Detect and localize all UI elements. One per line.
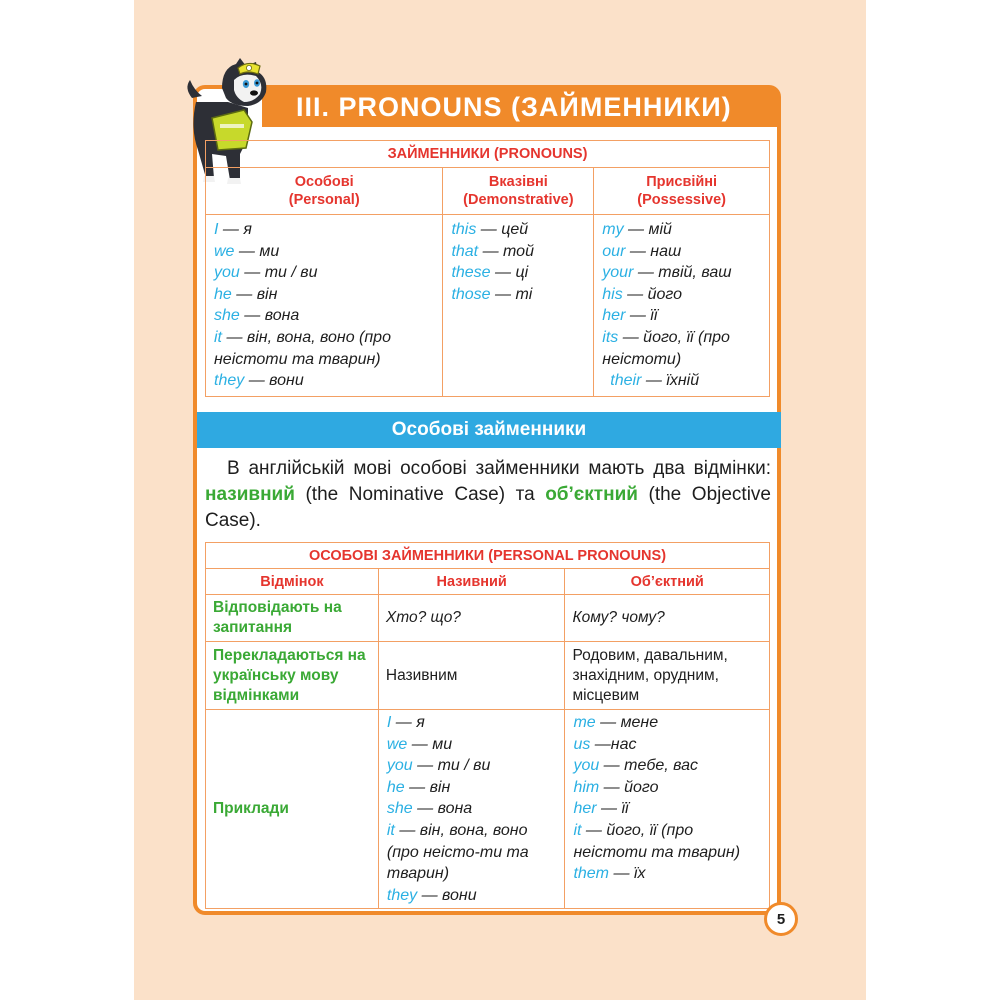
personal-pronouns-list	[206, 215, 443, 397]
section-title: Особові займенники	[391, 419, 587, 440]
pronouns-table-title: ЗАЙМЕННИКИ (PRONOUNS)	[206, 141, 770, 168]
list-item: her — її	[602, 307, 658, 325]
list-item: that — той	[451, 242, 534, 260]
personal-pronouns-table	[205, 542, 770, 909]
term-nominative: називний	[205, 484, 295, 505]
list-item: them — їх	[573, 865, 646, 883]
list-item: these — ці	[451, 264, 529, 282]
header-demonstrative: Вказівні (Demonstrative)	[443, 168, 594, 215]
section-title-bar	[197, 412, 781, 448]
demonstrative-pronouns-list	[443, 215, 594, 397]
list-item: us —нас	[573, 735, 637, 753]
list-item: his — його	[602, 285, 683, 303]
objective-examples	[565, 710, 770, 909]
header-nominative: Називний	[378, 569, 565, 595]
list-item: we — ми	[214, 242, 280, 260]
list-item: she — вона	[214, 307, 300, 325]
list-item: he — він	[214, 285, 278, 303]
list-item: I — я	[214, 221, 252, 238]
possessive-pronouns-list	[594, 215, 770, 397]
page-number: 5	[764, 902, 798, 936]
list-item: it — його, її (про неістоти та тварин)	[573, 821, 741, 861]
list-item: she — вона	[386, 800, 473, 818]
header-objective: Об’єктний	[565, 569, 770, 595]
intro-paragraph: В англійській мові особові займенники мають два відмінки: називний (the Nominative Case) та об’єктний (the Objective Case).	[205, 458, 771, 531]
list-item: he — він	[386, 778, 451, 796]
table-row	[206, 595, 770, 642]
list-item: its — його, її (про неістоти)	[602, 328, 730, 368]
list-item: me — мене	[573, 714, 659, 731]
list-item: her — її	[573, 800, 629, 818]
nominative-translation: Називним	[378, 642, 565, 710]
list-item: my — мій	[602, 221, 672, 238]
table-row	[206, 642, 770, 710]
objective-questions: Кому? чому?	[565, 595, 770, 642]
list-item: you — ти / ви	[386, 757, 491, 775]
list-item: we — ми	[386, 735, 453, 753]
term-objective: об’єктний	[545, 484, 638, 505]
row-label-questions: Відповідають на запитання	[206, 595, 379, 642]
header-personal: Особові (Personal)	[206, 168, 443, 215]
chapter-title: III. PRONOUNS (ЗАЙМЕННИКИ)	[296, 91, 732, 122]
table-row	[206, 710, 770, 909]
list-item: they — вони	[386, 886, 477, 904]
nominative-questions: Хто? що?	[378, 595, 565, 642]
list-item: this — цей	[451, 221, 529, 238]
list-item: your — твій, ваш	[602, 264, 732, 282]
header-case: Відмінок	[206, 569, 379, 595]
list-item: those — ті	[451, 285, 533, 303]
list-item: it — він, вона, воно (про неістоти та тварин)	[214, 328, 391, 368]
list-item: I — я	[386, 714, 425, 731]
list-item: him — його	[573, 778, 659, 796]
personal-pronouns-table-title: ОСОБОВІ ЗАЙМЕННИКИ (PERSONAL PRONOUNS)	[206, 543, 770, 569]
row-label-translation: Перекладаються на українську мову відмінками	[206, 642, 379, 710]
list-item: you — тебе, вас	[573, 757, 699, 775]
list-item: you — ти / ви	[214, 264, 318, 282]
list-item: it — він, вона, воно (про неісто-ти та тварин)	[386, 821, 529, 883]
objective-translation: Родовим, давальним, знахідним, орудним, місцевим	[565, 642, 770, 710]
list-item: their — їхній	[610, 372, 700, 390]
nominative-examples	[378, 710, 565, 909]
header-possessive: Присвійні (Possessive)	[594, 168, 770, 215]
list-item: they — вони	[214, 372, 304, 390]
list-item: our — наш	[602, 242, 682, 260]
pronouns-table	[205, 140, 770, 397]
chapter-title-bar	[262, 87, 780, 127]
row-label-examples: Приклади	[206, 710, 379, 909]
